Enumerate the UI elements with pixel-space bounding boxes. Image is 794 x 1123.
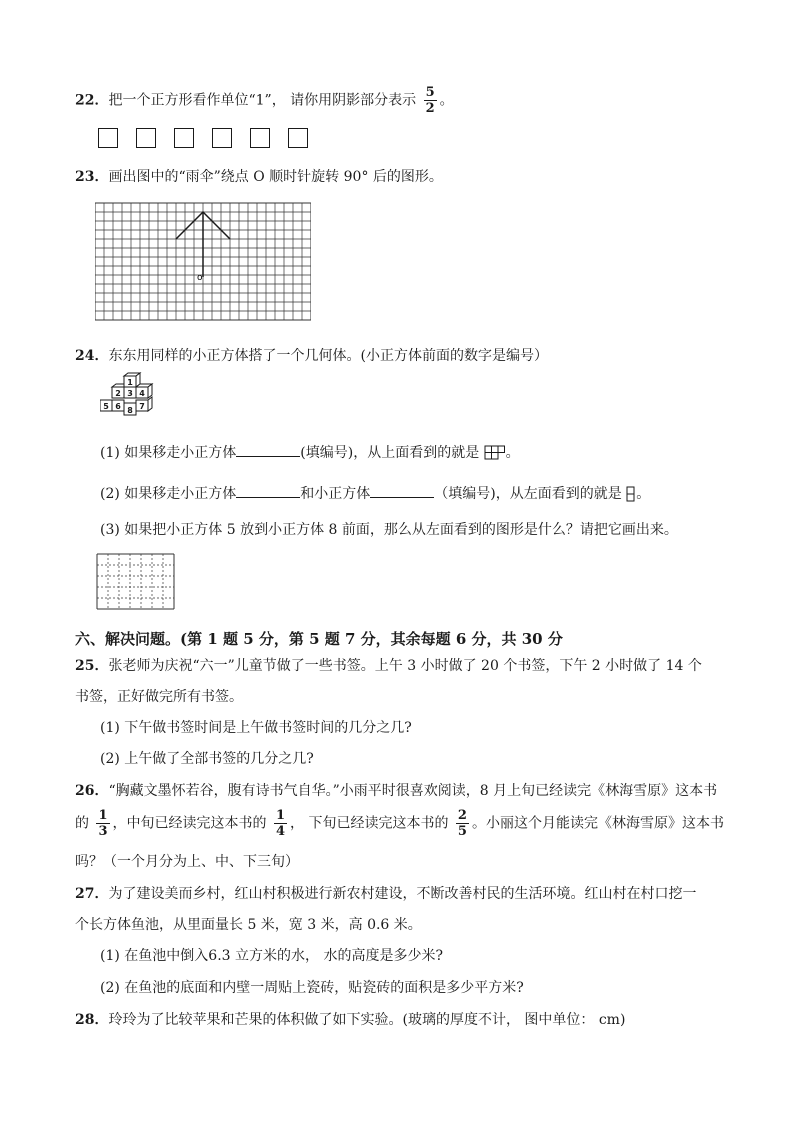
q22-fraction	[424, 86, 437, 115]
q24-prompt	[75, 345, 548, 365]
top-view-icon	[484, 445, 506, 461]
q24-sub1-text-a: (1) 如果移走小正方体	[100, 445, 237, 461]
q23-umbrella-grid	[95, 200, 311, 326]
cube-label-4: 4	[139, 389, 145, 398]
q26-fraction-2	[274, 809, 287, 838]
unit-square[interactable]	[250, 128, 270, 148]
q26-text-2b: ，中旬已经读完这本书的	[112, 815, 267, 832]
q22-prompt	[75, 86, 454, 115]
q25-line-1	[75, 655, 702, 675]
unit-square[interactable]	[174, 128, 194, 148]
q23-prompt	[75, 166, 443, 186]
q24-sub1-text-b: (填编号)，从上面看到的就是	[300, 445, 480, 461]
q24-sub2-blank-1[interactable]	[236, 485, 300, 498]
q25-sub2: (2) 上午做了全部书签的几分之几?	[100, 751, 314, 767]
q25-text-1: 张老师为庆祝“六一”儿童节做了一些书签。上午 3 小时做了 20 个书签，下午 2 小时做了 14 个	[108, 658, 702, 674]
cube-label-1: 1	[127, 378, 133, 387]
rotation-point-o: o	[197, 273, 203, 283]
q26-fraction-3-numerator: 2	[457, 808, 467, 823]
q26-fraction-1-denominator: 3	[98, 824, 108, 839]
q26-line-3: 吗？（一个月分为上、中、下三旬）	[75, 854, 299, 870]
q24-sub2-text-b: 和小正方体	[300, 486, 371, 502]
q24-sub2-text-d: 。	[636, 486, 651, 502]
q26-number: 26．	[75, 783, 109, 799]
q24-sub1-text-c: 。	[505, 445, 520, 461]
q24-number: 24．	[75, 348, 109, 364]
q24-sub1-blank[interactable]	[236, 444, 300, 457]
q24-cube-figure	[100, 372, 162, 420]
q24-sub2-text-c: （填编号)，从左面看到的就是	[434, 486, 622, 502]
q27-line-2: 个长方体鱼池，从里面量长 5 米，宽 3 米，高 0.6 米。	[75, 917, 422, 933]
q22-end: 。	[439, 92, 454, 109]
cube-label-6: 6	[115, 402, 121, 411]
cube-label-7: 7	[139, 402, 145, 411]
q22-fraction-denominator: 2	[425, 101, 435, 116]
q27-sub1: (1) 在鱼池中倒入6.3 立方米的水， 水的高度是多少米?	[100, 948, 443, 964]
left-view-icon	[626, 486, 636, 502]
q24-text: 东东用同样的小正方体搭了一个几何体。(小正方体前面的数字是编号）	[108, 348, 548, 364]
q23-text: 画出图中的“雨伞”绕点 O 顺时针旋转 90° 后的图形。	[108, 169, 443, 185]
q26-fraction-3	[456, 809, 469, 838]
q23-number: 23．	[75, 169, 109, 185]
section-6-title: 六、解决问题。(第 1 题 5 分，第 5 题 7 分，其余每题 6 分，共 30 分	[75, 630, 563, 648]
q27-line-1	[75, 883, 696, 903]
q26-fraction-3-denominator: 5	[457, 824, 467, 839]
q26-text-2c: ， 下旬已经读完这本书的	[290, 815, 449, 832]
q27-number: 27．	[75, 886, 109, 902]
q26-fraction-1	[96, 809, 109, 838]
cube-label-8: 8	[127, 406, 133, 415]
q24-sub3: (3) 如果把小正方体 5 放到小正方体 8 前面，那么从左面看到的图形是什么？请把它画出来。	[100, 522, 678, 538]
q28-prompt	[75, 1009, 625, 1029]
q27-text-1: 为了建设美而乡村，红山村积极进行新农村建设，不断改善村民的生活环境。红山村在村口挖一	[108, 886, 697, 902]
q24-sub2	[100, 483, 650, 503]
cube-label-2: 2	[115, 389, 121, 398]
unit-square[interactable]	[288, 128, 308, 148]
q24-drawing-grid	[96, 553, 178, 611]
q22-text: 把一个正方形看作单位“1”， 请你用阴影部分表示	[108, 92, 417, 109]
q26-text-2a: 的	[75, 815, 89, 832]
q28-number: 28．	[75, 1012, 109, 1028]
q25-sub1: (1) 下午做书签时间是上午做书签时间的几分之几?	[100, 720, 412, 736]
unit-square[interactable]	[136, 128, 156, 148]
q24-sub2-text-a: (2) 如果移走小正方体	[100, 486, 237, 502]
q24-sub2-blank-2[interactable]	[370, 485, 434, 498]
q25-number: 25．	[75, 658, 109, 674]
q22-number: 22．	[75, 92, 109, 109]
q24-grid-lines	[97, 554, 174, 609]
unit-square[interactable]	[212, 128, 232, 148]
q26-text-1: “胸藏文墨怀若谷，腹有诗书气自华。”小雨平时很喜欢阅读，8 月上旬已经读完《林海雪原》这本书	[108, 783, 718, 799]
cube-label-5: 5	[103, 402, 109, 411]
q26-text-2d: 。小丽这个月能读完《林海雪原》这本书	[471, 815, 724, 832]
q26-fraction-2-numerator: 1	[275, 808, 285, 823]
q26-fraction-2-denominator: 4	[275, 824, 285, 839]
q26-line-1	[75, 780, 717, 800]
cube-label-3: 3	[127, 389, 133, 398]
q24-sub1	[100, 442, 520, 462]
q27-sub2: (2) 在鱼池的底面和内壁一周贴上瓷砖，贴瓷砖的面积是多少平方米?	[100, 980, 524, 996]
q26-line-2	[75, 809, 724, 838]
q28-text: 玲玲为了比较苹果和芒果的体积做了如下实验。(玻璃的厚度不计， 图中单位： cm)	[108, 1012, 626, 1028]
unit-square[interactable]	[98, 128, 118, 148]
q25-line-2: 书签，正好做完所有书签。	[75, 689, 243, 705]
q26-fraction-1-numerator: 1	[98, 808, 108, 823]
q22-fraction-numerator: 5	[425, 85, 435, 100]
